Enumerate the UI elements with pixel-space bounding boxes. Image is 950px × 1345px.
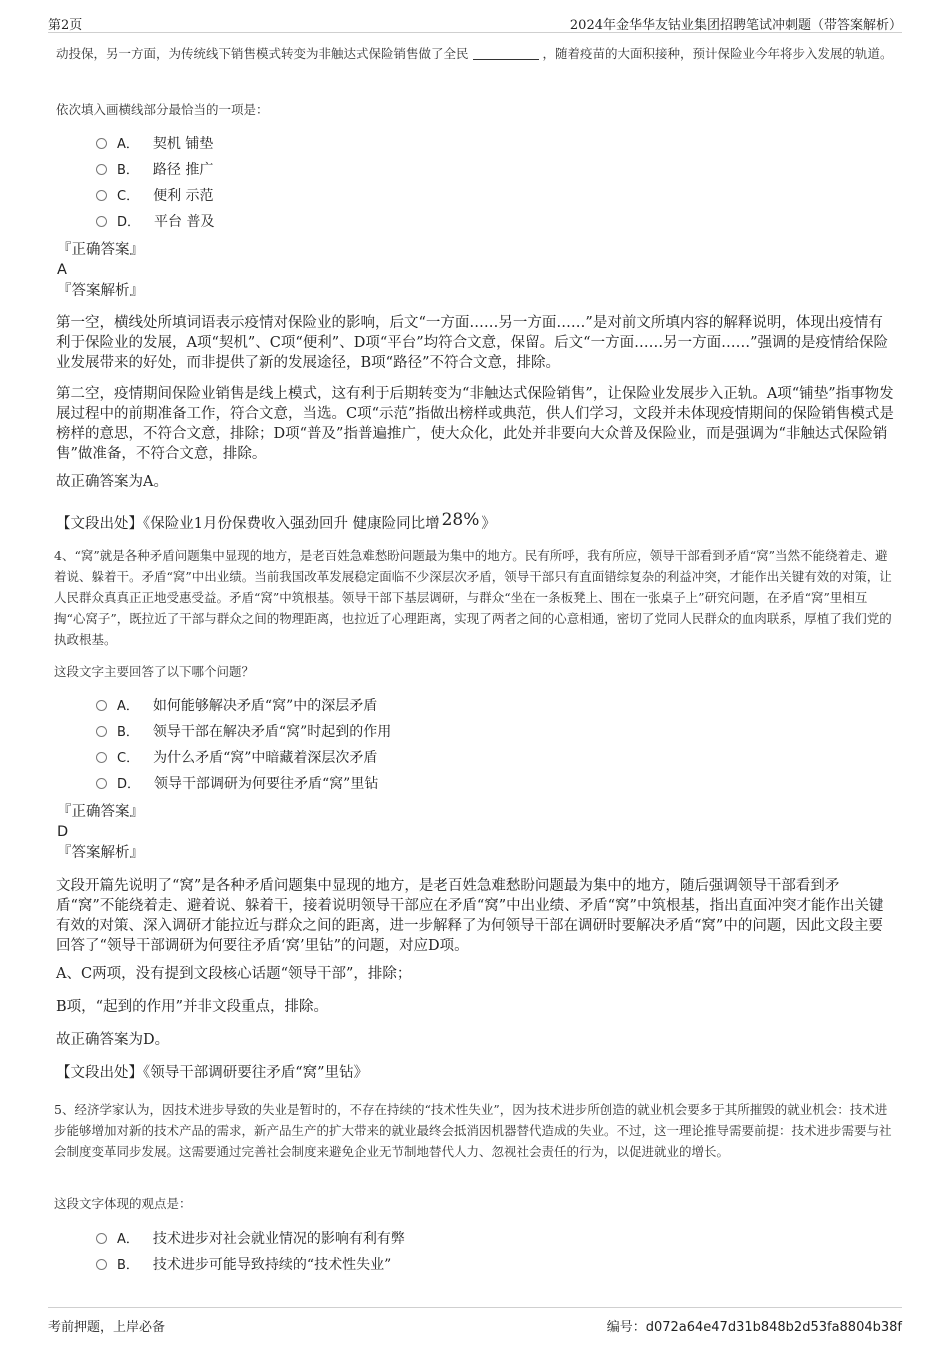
radio-icon[interactable] xyxy=(96,164,107,175)
q4-source: 【文段出处】《领导干部调研要往矛盾“窝”里钻》 xyxy=(56,1065,369,1081)
q4-option-c[interactable]: C． 为什么矛盾“窝”中暗藏着深层次矛盾 xyxy=(96,748,377,769)
q4-analysis-label: 『答案解析』 xyxy=(57,845,144,861)
page-footer xyxy=(48,1307,902,1336)
q3-prompt: 依次填入画横线部分最恰当的一项是： xyxy=(56,102,269,117)
radio-icon[interactable] xyxy=(96,726,107,737)
q4-analysis-paragraph: B项，“起到的作用”并非文段重点，排除。 xyxy=(56,999,328,1015)
footer-slogan: 考前押题，上岸必备 xyxy=(48,1320,166,1335)
q5-option-b[interactable]: B． 技术进步可能导致持续的“技术性失业” xyxy=(96,1255,391,1276)
q4-answer: D xyxy=(57,824,69,840)
page-number: 第2页 xyxy=(48,18,83,33)
radio-icon[interactable] xyxy=(96,752,107,763)
radio-icon[interactable] xyxy=(96,700,107,711)
page-header xyxy=(48,10,902,33)
q4-analysis-paragraph: 文段开篇先说明了“窝”是各种矛盾问题集中显现的地方，是老百姓急难愁盼问题最为集中的地方，随后强调领导干部看到矛盾“窝”不能绕着走、避着说、躲着干，接着说明领导干部应在矛盾“窝”中出业绩、矛盾“窝”中筑根基，指出直面冲突才能作出关键有效的对策、深入调研才能拉近与群众之间的距离，进一步解释了为何领导干部在调研时要解决矛盾“窝”中的问题，因此文段主要回答了“领导干部调研为何要往矛盾‘窝’里钻”的问题，对应D项。 xyxy=(56,878,884,954)
q4-option-b[interactable]: B． 领导干部在解决矛盾“窝”时起到的作用 xyxy=(96,722,391,743)
q4-conclusion: 故正确答案为D。 xyxy=(56,1032,170,1048)
q4-answer-label: 『正确答案』 xyxy=(57,804,144,820)
radio-icon[interactable] xyxy=(96,1233,107,1244)
q3-analysis-paragraph: 第一空，横线处所填词语表示疫情对保险业的影响，后文“一方面……另一方面……”是对前文所填内容的解释说明，体现出疫情有利于保险业的发展，A项“契机”、C项“便利”、D项“平台”均符合文意，保留。后文“一方面……另一方面……”强调的是疫情给保险业发展带来的好处，而非提供了新的发展途径，B项“路径”不符合文意，排除。 xyxy=(56,315,888,371)
q3-stem: 动投保，另一方面，为传统线下销售模式转变为非触达式保险销售做了全民 ，随着疫苗的大面积接种，预计保险业今年将步入发展的轨道。 xyxy=(56,46,893,61)
q5-option-a[interactable]: A． 技术进步对社会就业情况的影响有利有弊 xyxy=(96,1229,405,1250)
q3-option-a[interactable]: A． 契机 铺垫 xyxy=(96,134,213,155)
q3-analysis-paragraph: 第二空，疫情期间保险业销售是线上模式，这有利于后期转变为“非触达式保险销售”，让保险业发展步入正轨。A项“铺垫”指事物发展过程中的前期准备工作，符合文意，当选。C项“示范”指做出榜样或典范，供人们学习，文段并未体现疫情期间的保险销售模式是榜样的意思，不符合文意，排除；D项“普及”指普遍推广，使大众化，此处并非要向大众普及保险业，而是强调为“非触达式保险销售”做准备，不符合文意，排除。 xyxy=(56,386,894,462)
q5-prompt: 这段文字体现的观点是： xyxy=(54,1196,192,1211)
radio-icon[interactable] xyxy=(96,190,107,201)
q4-stem: 4、“窝”就是各种矛盾问题集中显现的地方，是老百姓急难愁盼问题最为集中的地方。民有所呼，我有所应，领导干部看到矛盾“窝”当然不能绕着走、避着说、躲着干。矛盾“窝”中出业绩。当前我国改革发展稳定面临不少深层次矛盾，领导干部只有直面错综复杂的利益冲突，才能作出关键有效的对策，让人民群众真真正正地受惠受益。矛盾“窝”中筑根基。领导干部下基层调研，与群众“坐在一条板凳上、围在一张桌子上”研究问题，在矛盾“窝”里相互掏“心窝子”，既拉近了干部与群众之间的物理距离，也拉近了心理距离，实现了两者之间的心意相通，密切了党同人民群众的血肉联系，厚植了我们党的执政根基。 xyxy=(54,548,892,647)
document-title: 2024年金华华友钴业集团招聘笔试冲刺题（带答案解析） xyxy=(569,18,902,33)
q3-source: 【文段出处】《保险业1月份保费收入强劲回升 健康险同比增 28% 》 xyxy=(56,510,496,532)
q3-conclusion: 故正确答案为A。 xyxy=(56,474,168,490)
q5-stem: 5、经济学家认为，因技术进步导致的失业是暂时的，不存在持续的“技术性失业”，因为技术进步所创造的就业机会要多于其所摧毁的就业机会：技术进步能够增加对新的技术产品的需求，新产品生产的扩大带来的就业最终会抵消因机器替代造成的失业。不过，这一理论推导需要前提：技术进步需要与社会制度变革同步发展。这需要通过完善社会制度来避免企业无节制地替代人力、忽视社会责任的行为，以促进就业的增长。 xyxy=(54,1102,892,1159)
fill-blank xyxy=(473,47,539,60)
q3-option-d[interactable]: D． 平台 普及 xyxy=(96,212,214,233)
q4-prompt: 这段文字主要回答了以下哪个问题？ xyxy=(54,664,255,679)
radio-icon[interactable] xyxy=(96,216,107,227)
q4-option-d[interactable]: D． 领导干部调研为何要往矛盾“窝”里钻 xyxy=(96,774,378,795)
q3-option-c[interactable]: C． 便利 示范 xyxy=(96,186,214,207)
q4-analysis-paragraph: A、C两项，没有提到文段核心话题“领导干部”，排除； xyxy=(56,966,412,982)
radio-icon[interactable] xyxy=(96,1259,107,1270)
document-id: 编号：d072a64e47d31b848b2d53fa8804b38f xyxy=(606,1320,902,1335)
q3-analysis-label: 『答案解析』 xyxy=(57,283,144,299)
radio-icon[interactable] xyxy=(96,138,107,149)
radio-icon[interactable] xyxy=(96,778,107,789)
q3-answer-label: 『正确答案』 xyxy=(57,242,144,258)
q4-option-a[interactable]: A． 如何能够解决矛盾“窝”中的深层矛盾 xyxy=(96,696,377,717)
q3-answer: A xyxy=(57,262,67,278)
q3-option-b[interactable]: B． 路径 推广 xyxy=(96,160,213,181)
